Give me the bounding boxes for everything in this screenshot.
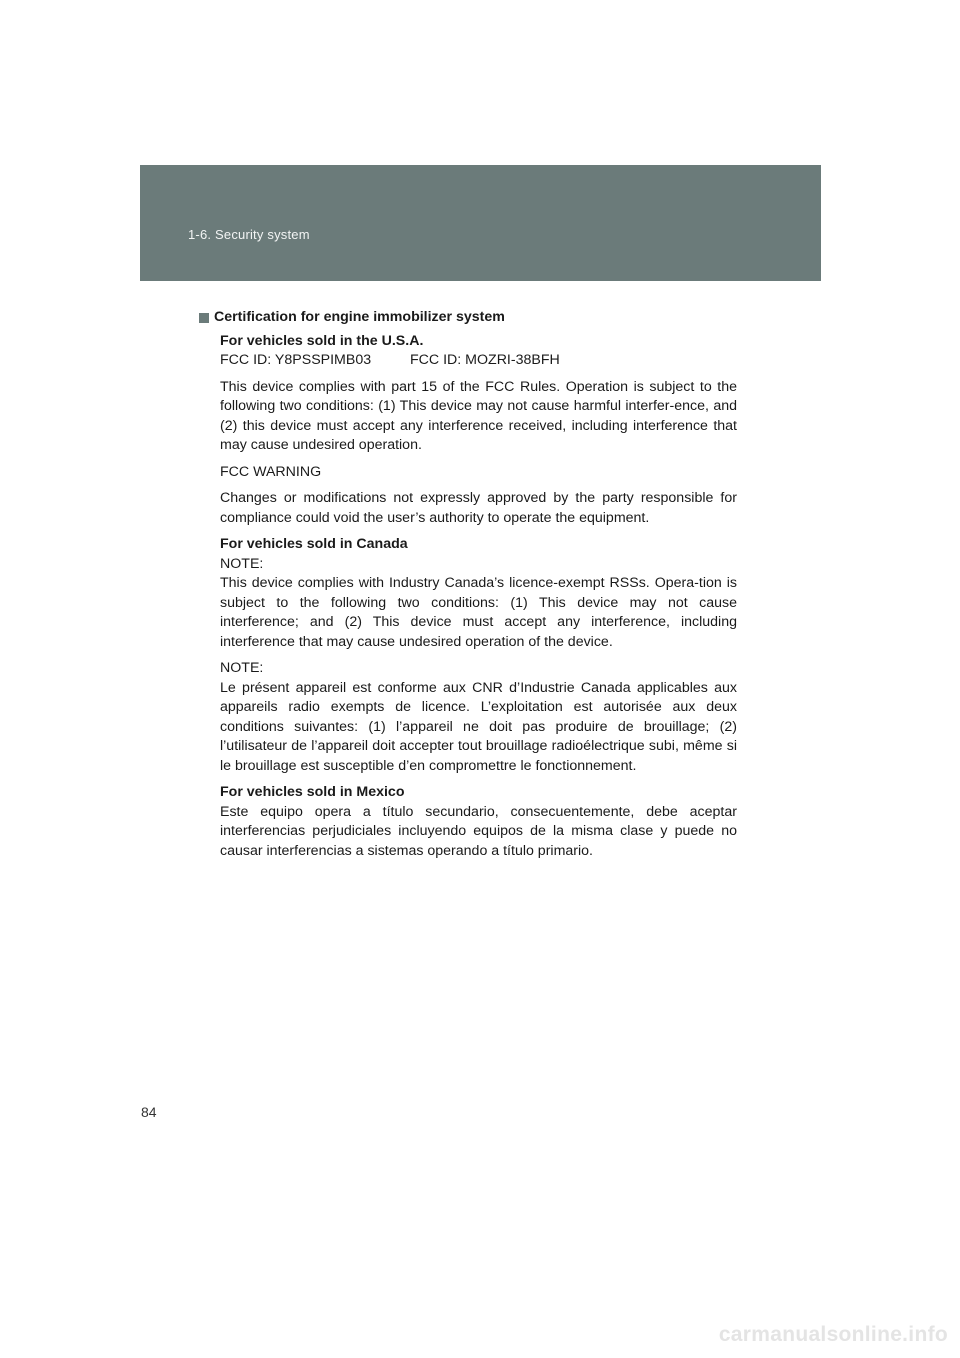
canada-block-en [220, 535, 737, 652]
section-heading [199, 308, 737, 328]
usa-block [220, 332, 737, 371]
square-bullet-icon [199, 313, 209, 323]
page-content [199, 308, 737, 868]
mexico-heading: For vehicles sold in Mexico [220, 784, 405, 800]
section-body [199, 332, 737, 862]
mexico-text: Este equipo opera a título secundario, consecuentemente, debe aceptar interferencias perjudiciales incluyendo equipos de la misma clase y puede no causar interferencias a sistemas operando a título primario. [220, 803, 737, 859]
fcc-id-1: FCC ID: Y8PSSPIMB03 [220, 352, 372, 368]
usa-heading: For vehicles sold in the U.S.A. [220, 332, 424, 349]
section-title: Certification for engine immobilizer system [214, 309, 505, 325]
page-number: 84 [141, 1104, 157, 1120]
canada-note-label-fr: NOTE: [220, 660, 264, 676]
canada-note-text-fr: Le présent appareil est conforme aux CNR d’Industrie Canada applicables aux appareils radio exempts de licence. L’exploitation est autorisée aux deux conditions suivantes: (1) l’appareil ne doit pas produire de brouillage; (2) l’utilisateur de l’appareil doit accepter tout brouillage radioélectrique subi, même si le brouillage est susceptible d’en compromettre le fonctionnement. [220, 679, 737, 774]
usa-paragraph: This device complies with part 15 of the FCC Rules. Operation is subject to the following two conditions: (1) This device may not cause harmful interfer-ence, and (2) this device must accept any interference received, including interference that may cause undesired operation. [220, 378, 737, 453]
section-label: 1-6. Security system [188, 227, 310, 242]
fcc-id-row [220, 351, 737, 371]
canada-block-fr [220, 659, 737, 776]
fcc-id-2: FCC ID: MOZRI-38BFH [410, 352, 560, 368]
canada-note-label-en: NOTE: [220, 555, 264, 572]
section-header-band [140, 165, 821, 281]
canada-heading: For vehicles sold in Canada [220, 536, 408, 552]
watermark-text: carmanualsonline.info [718, 1323, 948, 1346]
mexico-block [220, 783, 737, 861]
canada-note-text-en: This device complies with Industry Canada’s licence-exempt RSSs. Opera-tion is subject to the following two conditions: (1) This device may not cause interference; and (2) This device must accept any interference, including interference that may cause undesired operation of the device. [220, 575, 737, 650]
fcc-warning-label: FCC WARNING [220, 463, 322, 480]
fcc-warning-text: Changes or modifications not expressly approved by the party responsible for compliance could void the user’s authority to operate the equipment. [220, 490, 737, 526]
